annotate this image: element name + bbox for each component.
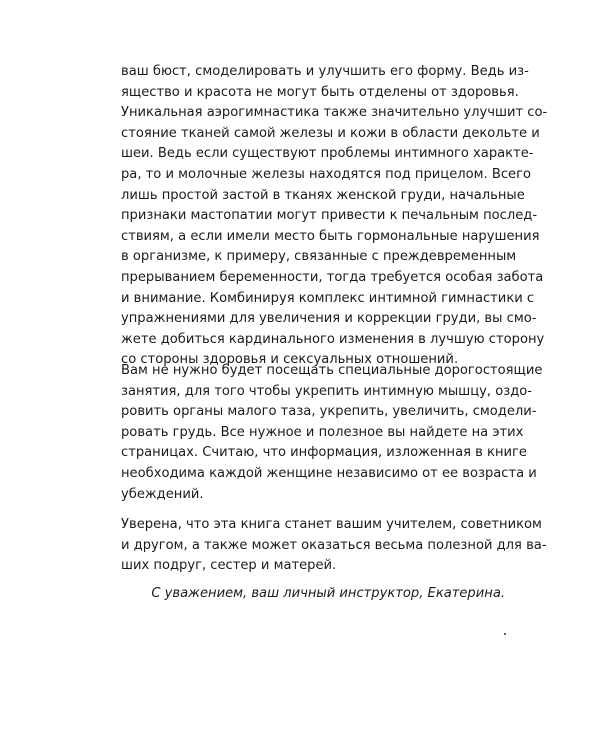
text-line: и внимание. Комбинируя комплекс интимной гимнастики с [121, 290, 535, 306]
text-line: упражнениями для увеличения и коррекции груди, вы смо- [121, 311, 537, 327]
text-line: занятия, для того чтобы укрепить интимную мышцу, оздо- [121, 383, 532, 399]
text-line: Уникальная аэрогимнастика также значительно улучшит со- [121, 105, 548, 121]
text-line: жете добиться кардинального изменения в лучшую сторону [121, 331, 545, 347]
text-line: ших подруг, сестер и матерей. [121, 558, 337, 574]
text-line: стояние тканей самой железы и кожи в области декольте и [121, 125, 540, 141]
text-line: Уверена, что эта книга станет вашим учителем, советником [121, 517, 542, 532]
text-line: ствиям, а если имели место быть гормональные нарушения [121, 228, 540, 244]
paragraph-3 [121, 515, 547, 577]
text-line: и другом, а также может оказаться весьма полезной для ва- [121, 537, 547, 553]
text-line: ровать грудь. Все нужное и полезное вы найдете на этих [121, 424, 524, 440]
text-line: со стороны здоровья и сексуальных отношений. [121, 352, 459, 368]
page-dot [504, 633, 506, 635]
text-line: страницах. Считаю, что информация, изложенная в книге [121, 445, 527, 461]
text-line: лишь простой застой в тканях женской груди, начальные [121, 187, 525, 203]
text-line: шеи. Ведь если существуют проблемы интимного характе- [121, 146, 534, 162]
paragraph-2 [121, 361, 543, 505]
text-line: ровить органы малого таза, укрепить, увеличить, смодели- [121, 404, 537, 420]
text-line: в организме, к примеру, связанные с преждевременным [121, 249, 517, 265]
text-line: необходима каждой женщине независимо от ее возраста и [121, 465, 537, 481]
text-line: убеждений. [121, 486, 204, 502]
text-line: Вам не нужно будет посещать специальные дорогостоящие [121, 363, 543, 378]
text-line: ра, то и молочные железы находятся под прицелом. Всего [121, 166, 531, 182]
text-line: ящество и красота не могут быть отделены от здоровья. [121, 84, 519, 100]
text-line: признаки мастопатии могут привести к печальным послед- [121, 208, 538, 224]
signature: С уважением, ваш личный инструктор, Екатерина. [151, 586, 505, 601]
text-line: прерыванием беременности, тогда требуется особая забота [121, 269, 544, 285]
text-line: ваш бюст, смоделировать и улучшить его форму. Ведь из- [121, 64, 529, 79]
